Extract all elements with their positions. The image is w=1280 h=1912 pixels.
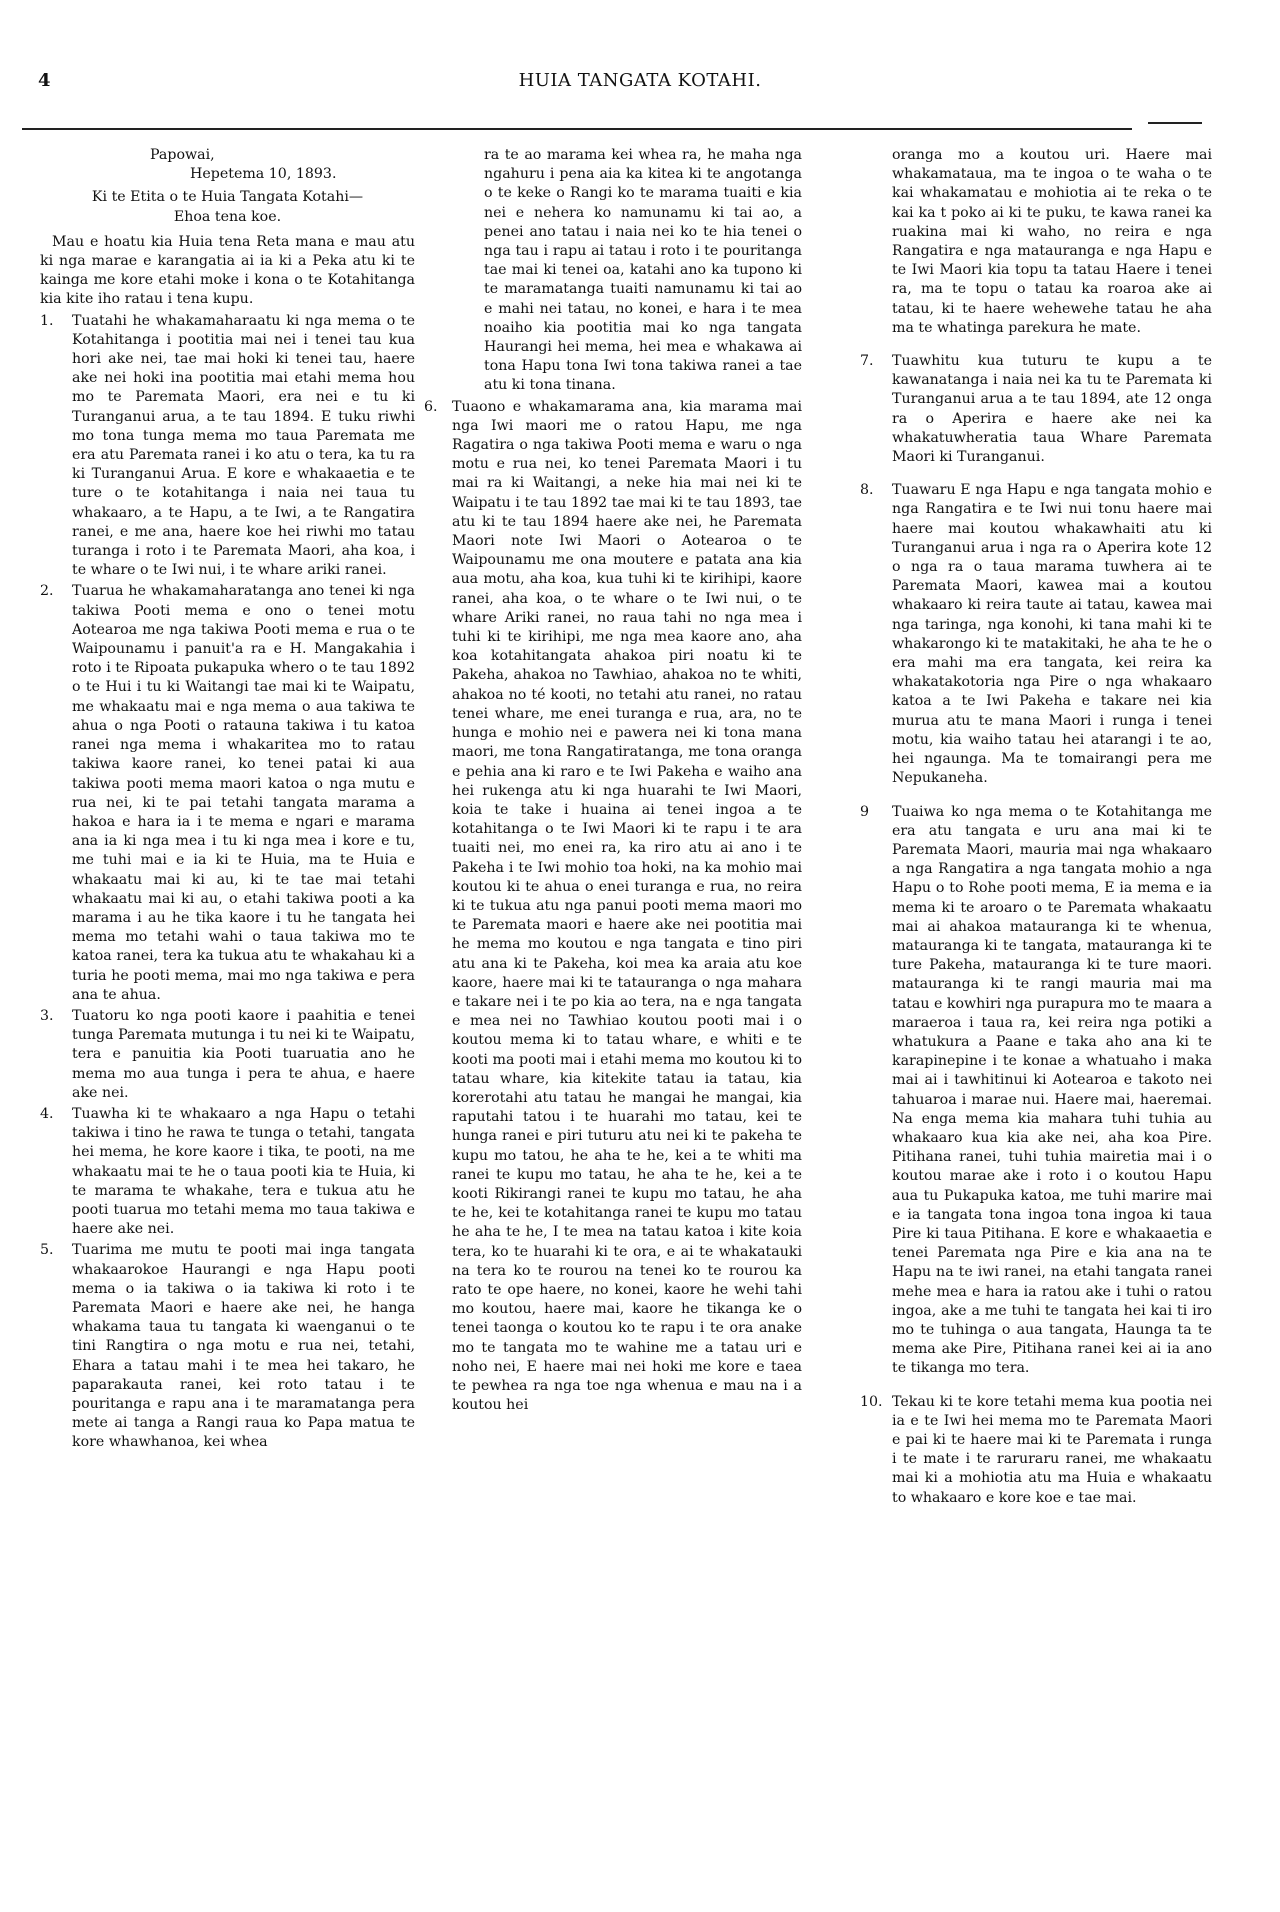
item-text: Tuaiwa ko nga mema o te Kotahitanga me era atu tangata e uru ana mai ki te Paremata Maori, mauria mai nga whakaaro a nga Rangatira a nga tangata mohio a nga Hapu o to Rohe pooti mema, E ia mema e ia mema ki te aroaro o te Paremata whakaatu mai ai ahakoa matauranga ki te whenua, matauranga ki te tangata, matauranga ki te ture Pakeha, matauranga ki te ture maori. matauranga ki te rangi mauria mai ma tatau e kowhiri nga purapura mo te maara a maraeroa i taua ra, kei reira nga potiki a whatukura a Paane e taka aho ana ki te karapinepine i te konae a whatuaho i maka mai ai i tawhitinui ki Aotearoa e takoto nei tahuaroa i marae nui. Haere mai, haeremai. Na enga mema kia mahara tuhi tuhia au whakaaro kua kia ake nei, aha koa Pire. Pitihana ranei, tuhi tuhia mairetia mai i o koutou marae ake i roto i o koutou Hapu aua tu Pukapuka katoa, me tuhi marire mai e ia tangata tona ingoa tona ingoa ki taua Pire ki taua Pitihana. E kore e whakaaetia e tenei Paremata nga Pire e kia ana na te Hapu na te iwi ranei, na etahi tangata ranei mehe mea e hara ia ratou ake i tuhi o ratou ingoa, ake a me tuhi te tangata hei kai ti iro mo te tuhinga o aua tangata, Haunga ta te mema ake Pire, Pitihana ranei kei ai ia ano te tikanga mo tera. <box>892 803 1212 1377</box>
numbered-item-3 <box>40 1007 415 1103</box>
item-text: Tuarua he whakamaharatanga ano tenei ki nga takiwa Pooti mema e ono o tenei motu Aotearoa me nga takiwa Pooti mema e rua o te Waipounamu i panuit'a ra e H. Mangakahia i roto i te Ripoata pukapuka whero o te tau 1892 o te Hui i tu ki Waitangi tae mai ki te Waipatu, me whakaatu mai e nga mema o aua takiwa te ahua o nga Pooti o ratauna takiwa i tu katoa ranei nga mema i whakaritea mo to ratau takiwa kaore ranei, ko tenei patai ki aua takiwa pooti mema maori katoa o nga mutu e rua nei, ki te pai tetahi tangata marama a hakoa e hara ia i te mema e ngari e marama ana ia ki nga mea i tu ki nga mea i kore e tu, me tuhi mai e ia ki te Huia, ma te Huia e whakaatu mai ki au, ki te tae mai tetahi whakaatu mai ki au, o etahi takiwa pooti a ka marama i au he tika kaore i tu he tangata hei mema mo tetahi wahi o taua takiwa mo te katoa ranei, tera ka tukua atu te whakahau ki a turia he pooti mema, mai mo nga takiwa e pera ana te ahua. <box>72 583 415 1003</box>
column-3 <box>860 146 1212 1508</box>
item-number: 7. <box>860 353 874 370</box>
item-text: Tekau ki te kore tetahi mema kua pootia nei ia e te Iwi hei mema mo te Paremata Maori e pai ki te haere mai ki te Paremata i runga i te mate i te raruraru ranei, me whakaatu mai ki a mohiotia atu ma Huia e whakaatu to whakaaro e kore koe e tae mai. <box>892 1393 1212 1506</box>
numbered-item-1 <box>40 312 415 581</box>
item-text: Tuatahi he whakamaharaatu ki nga mema o te Kotahitanga i pootitia mai nei i tenei tau kua hori ake nei, tae mai hoki ki tenei tau, haere ake nei hoki ina pootitia mai etahi mema hou mo te Paremata Maori, era nei e tu ki Turanganui arua, a te tau 1894. E tuku riwhi mo tona tunga mema mo taua Paremata me era atu Paremata ranei i ko atu o tera, ka tu ra ki Turanganui Arua. E kore e whakaaetia e te ture o te kotahitanga i naia nei taua tu whakaaro, a te Hapu, a te Iwi, a te Rangatira ranei, e me ana, haere koe hei riwhi mo tatau turanga i roto i te Paremata Maori, aha koa, i te whare o te Iwi nui, i te whare ariki ranei. <box>72 312 415 579</box>
header-rule <box>22 128 1132 130</box>
column-2 <box>424 146 802 1415</box>
letter-place: Papowai, <box>150 147 215 163</box>
item-number: 8. <box>860 482 874 499</box>
page-number: 4 <box>38 70 51 91</box>
item-text: Tuawaru E nga Hapu e nga tangata mohio e nga Rangatira e te Iwi nui tonu haere mai haere mai koutou whakawhaiti atu ki Turanganui arua i nga ra o Aperira kote 12 o nga ra o taua marama tuwhera ai te Paremata Maori, kawea mai a koutou whakaaro ki reira taute ai tatau, kawea mai nga taringa, nga konohi, ki tana mahi ki te whakarongo ki te matakitaki, he aha te he o era mahi ma era tangata, kei reira ka whakatakotoria nga Pire o nga whakaaro katoa a te Iwi Pakeha e takare nei kia murua atu te mana Maori i runga i tenei motu, kia waiho tatau hei atarangi i te ao, hei ngaunga. Ma te tomairangi pera me Nepukaneha. <box>892 482 1212 787</box>
numbered-item-5 <box>40 1241 415 1452</box>
numbered-item-4 <box>40 1105 415 1239</box>
header-rule-short <box>1148 122 1202 124</box>
letter-address: Ki te Etita o te Huia Tangata Kotahi— <box>91 189 364 206</box>
item-number: 9 <box>860 803 870 820</box>
running-head-title: HUIA TANGATA KOTAHI. <box>518 70 762 91</box>
letter-greeting: Ehoa tena koe. <box>173 208 282 225</box>
numbered-item-8 <box>860 481 1212 788</box>
item-text-continued: oranga mo a koutou uri. Haere mai whakamataua, ma te ingoa o te waha o te kai whakamatau e mohiotia ai te reka o te kai ka t poko ai ki te puku, te kawa ranei ka ruakina mai ki waho, no reira e nga Rangatira e nga matauranga e nga Hapu e te Iwi Maori kia topu ta tatau Haere i tenei ra, ma te topu o tatau ka roaroa ake ai tatau, ki te haere wehewehe tatau he aha ma te whatinga parekura he mate. <box>892 147 1212 336</box>
numbered-item-5-continued <box>452 146 802 396</box>
item-text: Tuawhitu kua tuturu te kupu a te kawanatanga i naia nei ka tu te Paremata ki Turanganui arua a te tau 1894, ate 12 onga ra o Aperira e haere ake nei ka whakatuwheratia taua Whare Paremata Maori ki Turanganui. <box>892 353 1212 466</box>
item-number: 1. <box>40 312 54 329</box>
item-number: 5. <box>40 1242 54 1259</box>
numbered-item-9 <box>860 803 1212 1379</box>
letter-intro: Mau e hoatu kia Huia tena Reta mana e mau atu ki nga marae e karangatia ai ia ki a Peka atu ki te kainga me kore etahi moke i kona o te Kotahitanga kia kite iho ratau i tena kupu. <box>40 233 415 308</box>
item-text: Tuawha ki te whakaaro a nga Hapu o tetahi takiwa i tino he rawa te tunga o tetahi, tangata hei mema, he kore kaore i tika, te pooti, na me whakaatu mai te he o taua pooti kia te Huia, ki te marama te whakahe, tera e tukua atu he pooti tuarua mo tetahi mema mo taua takiwa e haere ake nei. <box>72 1105 415 1238</box>
item-number: 2. <box>40 583 54 600</box>
numbered-item-10 <box>860 1393 1212 1508</box>
item-number: 6. <box>424 398 438 415</box>
numbered-item-6-continued <box>860 146 1212 338</box>
item-text: Tuaono e whakamarama ana, kia marama mai nga Iwi maori me o ratou Hapu, me nga Ragatira o nga takiwa Pooti mema e waru o nga motu e rua nei, ko tenei Paremata Maori i tu mai ra ki Waitangi, a neke hia mai nei ki te Waipatu i te tau 1892 tae mai ki te tau 1893, tae atu ki te tau 1894 haere ake nei, he Paremata Maori note Iwi Maori o Aotearoa o te Waipounamu me ona moutere e patata ana kia aua motu, aha koa, kua tuhi ki te kirihipi, kaore ranei, aha koa, o te whare o te Iwi nui, o te whare Ariki ranei, no raua tahi no nga mea i tuhi ki te kirihipi, me nga mea kaore ano, aha koa kotahitangata ahakoa piri noatu ki te Pakeha, ahakoa no Tawhiao, ahakoa no te whiti, ahakoa no té kooti, no tetahi atu ranei, no ratau tenei whare, me enei turanga e rua, ara, no te hunga e mohio nei e pawera nei ki tona mana maori, me tona Rangatiratanga, me tona oranga e pehia ana ki raro e te Iwi Pakeha e waiho ana hei rukenga atu ki nga huarahi te Iwi Maori, koia te take i huaina ai tenei ingoa a te kotahitanga o te Iwi Maori ki te rapu i te ara tuaiti nei, mo enei ra, ka riro atu ai ano i te Pakeha i te Iwi mohio toa hoki, na ka mohio mai koutou ki te ahua o enei turanga e rua, no reira ki te tukua atu nga panui pooti mema maori mo te Paremata maori e haere ake nei pootitia mai he mema mo koutou e nga tangata e tino piri atu ana ki te Pakeha, koi mea ka araia atu koe kaore, haere mai ki te tataurangа o nga mahara e takare nei i te po kia ao tera, na e nga tangata e mea nei no Tawhiao koutou pooti mai i o koutou mema ki to tatau whare, e whiti e te kooti ma pooti mai i etahi mema mo koutou ki to tatau whare, kia kitekite tatau ia tatau, kia korerotahi atu tatau he mangai he mangai, kia raputahi tatou i te huarahi mo tatau, kei te hunga ranei e piri tuturu atu nei ki te pakeha te kupu mo tatou, he aha te he, kei a te whiti ma ranei te kupu mo tatau, he aha te he, kei a te kooti Rikirangi ranei te kupu mo tatau, he aha te he, kei te kotahitanga ranei te kupu mo tatau he aha te he, I te mea na tatau katoa i kite koia tera, ko te huarahi ki te ora, e ai te whakatauki na tera ko te rourou na tenei ko te rourou ka rato te ope haere, no konei, kaore he wehi tahi mo koutou, haere mai, kaore he tikanga ke o tenei taonga o koutou ko te rapu i te ora anake mo te tangata mo te wahine me a tatau uri e noho nei, E haere mai nei hoki me kore e taea te pewhea ra nga toe nga whenua e mau na i a koutou hei <box>452 398 802 1414</box>
letter-date: Hepetema 10, 1893. <box>190 166 337 183</box>
item-number: 4. <box>40 1105 54 1122</box>
item-text: Tuarima me mutu te pooti mai inga tangata whakaarokoe Haurangi e nga Hapu pooti mema o ia takiwa o ia takiwa ki roto i te Paremata Maori e haere ake nei, he hanga whakama taua tu tangata ki waenganui o te tini Rangtira o nga motu e rua nei, tetahi, Ehara a tatau mahi i te mea hei takaro, he paparakauta ranei, kei roto tatau i te pouritanga e rapu ana i te maramatanga pera mete ai tanga a Rangi raua ko Papa matua te kore whawhanoa, kei whea <box>72 1242 415 1451</box>
numbered-item-6 <box>424 398 802 1416</box>
item-text: Tuatoru ko nga pooti kaore i paahitia e tenei tunga Paremata mutunga i tu nei ki te Waipatu, tera e panuitia kia Pooti tuaruatia ano he mema mo aua tunga i pera te ahua, e haere ake nei. <box>72 1007 415 1101</box>
numbered-item-2 <box>40 582 415 1004</box>
column-1 <box>40 146 415 1453</box>
item-number: 3. <box>40 1007 54 1024</box>
numbered-item-7 <box>860 352 1212 467</box>
item-number: 10. <box>860 1393 883 1410</box>
item-text-continued: ra te ao marama kei whea ra, he maha nga ngahuru i pena aia ka kitea ki te angotanga o te keke o Rangi ko te marama tuaiti e kia nei e nehera ko namunamu ki tai ao, a penei ano tatau i naia nei ko te hia tenei o nga tau i rapu ai tatau i roto i te pouritanga tae mai ki tenei oa, katahi ano ka tupono ki te maramatanga tuaiti namunamu ki tai ao e mahi nei tatau, no konei, e hara i te mea noaiho kia pootitia mai ko nga tangata Haurangi hei mema, hei mea e whakawa ai tona Hapu tona Iwi tona takiwa ranei a tae atu ki tona tinana. <box>484 147 802 394</box>
